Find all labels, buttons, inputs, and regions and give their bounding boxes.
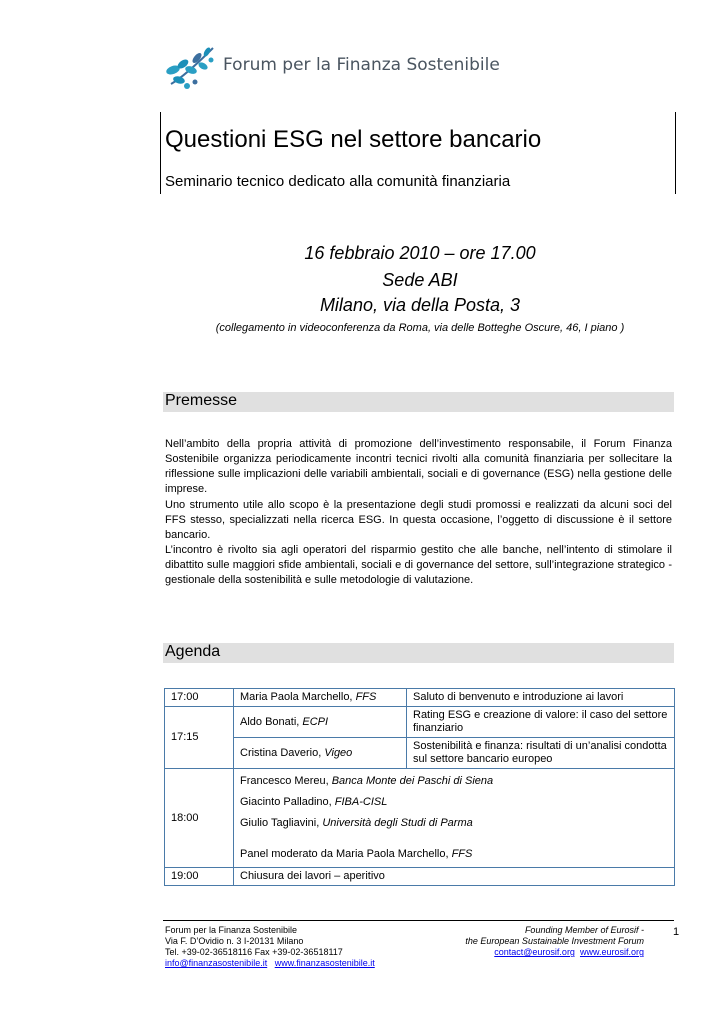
agenda-time: 19:00 [165, 868, 234, 886]
eurosif-website-link[interactable]: www.eurosif.org [579, 947, 644, 957]
agenda-speaker: Cristina Daverio, Vigeo [234, 738, 407, 769]
event-venue: Sede ABI [382, 270, 458, 290]
event-note: (collegamento in videoconferenza da Roma, via delle Botteghe Oscure, 46, I piano ) [215, 322, 625, 334]
agenda-topic: Rating ESG e creazione di valore: il caso del settore finanziario [407, 707, 675, 738]
title-left-rule [160, 112, 161, 194]
forum-logo [163, 40, 500, 96]
agenda-topic: Chiusura dei lavori – aperitivo [234, 868, 675, 886]
premesse-paragraph: L’incontro è rivolto sia agli operatori del risparmio gestito che alle banche, nell’intento di stimolare il dibattito sulle maggiori sfide ambientali, sociali e di governance del settore, sull’integrazione strategico - gestionale della sostenibilità e sulle metodologie di valutazione. [165, 544, 672, 586]
premesse-section-header [163, 392, 674, 412]
agenda-speaker: Maria Paola Marchello, FFS [234, 689, 407, 707]
agenda-heading: Agenda [165, 643, 221, 660]
eurosif-line-2: the European Sustainable Investment Forum [465, 936, 644, 946]
panel-speaker: Giacinto Palladino, FIBA-CISL [240, 796, 388, 808]
footer-address: Via F. D’Ovidio n. 3 I-20131 Milano [165, 936, 304, 946]
agenda-section-header [163, 643, 674, 663]
footer-contact [165, 925, 375, 969]
agenda-row [165, 707, 675, 738]
agenda-topic: Saluto di benvenuto e introduzione ai lavori [407, 689, 675, 707]
agenda-time: 18:00 [165, 769, 234, 868]
footer-website-link[interactable]: www.finanzasostenibile.it [274, 958, 375, 968]
org-name: Forum per la Finanza Sostenibile [223, 55, 500, 75]
premesse-paragraph: Uno strumento utile allo scopo è la presentazione degli studi promossi e realizzati da alcuni soci del FFS stesso, specializzati nella ricerca ESG. In questa occasione, l’oggetto di discussione è il settore bancario. [165, 499, 672, 541]
premesse-heading: Premesse [165, 392, 238, 409]
agenda-panel [234, 769, 675, 868]
premesse-paragraph: Nell’ambito della propria attività di promozione dell’investimento responsabile, il Forum Finanza Sostenibile organizza periodicamente incontri tecnici rivolti alla comunità finanziaria per sollecitare la riflessione sulle implicazioni delle variabili ambientali, sociali e di governance (ESG) nella gestione delle imprese. [165, 438, 672, 495]
document-title: Questioni ESG nel settore bancario [165, 126, 542, 153]
eurosif-line-1: Founding Member of Eurosif - [524, 925, 644, 935]
agenda-speaker: Aldo Bonati, ECPI [234, 707, 407, 738]
page-number: 1 [673, 926, 680, 938]
footer-eurosif [420, 925, 644, 958]
title-right-rule [675, 112, 676, 194]
footer-email-link[interactable]: info@finanzasostenibile.it [165, 958, 268, 968]
footer-rule [163, 920, 674, 921]
panel-speaker: Francesco Mereu, Banca Monte dei Paschi di Siena [240, 775, 494, 787]
agenda-row [165, 738, 675, 769]
agenda-topic: Sostenibilità e finanza: risultati di un’analisi condotta sul settore bancario europeo [407, 738, 675, 769]
agenda-row [165, 769, 675, 868]
agenda-time: 17:00 [165, 689, 234, 707]
document-subtitle: Seminario tecnico dedicato alla comunità finanziaria [165, 173, 511, 190]
agenda-time: 17:15 [165, 707, 234, 769]
panel-speaker: Giulio Tagliavini, Università degli Studi di Parma [240, 817, 473, 829]
footer-phone: Tel. +39-02-36518116 Fax +39-02-36518117 [165, 947, 343, 957]
leaf-branch-icon [163, 40, 221, 96]
agenda-row [165, 868, 675, 886]
agenda-row [165, 689, 675, 707]
eurosif-email-link[interactable]: contact@eurosif.org [494, 947, 575, 957]
event-date-time: 16 febbraio 2010 – ore 17.00 [304, 243, 536, 263]
event-address: Milano, via della Posta, 3 [319, 295, 521, 315]
agenda-table [164, 688, 675, 886]
panel-moderator: Panel moderato da Maria Paola Marchello, FFS [240, 848, 473, 860]
footer-org: Forum per la Finanza Sostenibile [165, 925, 298, 935]
